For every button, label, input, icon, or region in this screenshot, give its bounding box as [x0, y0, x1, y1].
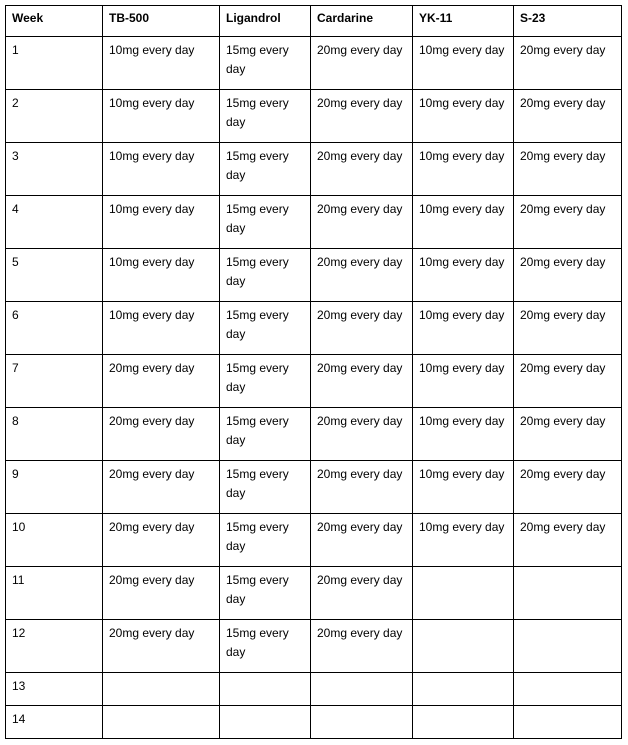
tb-500-cell: 10mg every day [103, 143, 220, 196]
ligandrol-cell: 15mg every day [220, 90, 311, 143]
yk-11-cell [413, 673, 514, 706]
yk-11-cell: 10mg every day [413, 408, 514, 461]
s-23-cell [514, 706, 622, 739]
tb-500-cell [103, 673, 220, 706]
ligandrol-cell [220, 673, 311, 706]
cardarine-cell: 20mg every day [311, 408, 413, 461]
ligandrol-cell: 15mg every day [220, 355, 311, 408]
cardarine-cell: 20mg every day [311, 196, 413, 249]
s-23-cell: 20mg every day [514, 355, 622, 408]
tb-500-cell: 20mg every day [103, 514, 220, 567]
table-row [6, 196, 622, 249]
tb-500-cell: 20mg every day [103, 355, 220, 408]
cardarine-cell: 20mg every day [311, 514, 413, 567]
yk-11-cell: 10mg every day [413, 514, 514, 567]
header-s-23: S-23 [514, 6, 622, 37]
week-cell: 5 [6, 249, 103, 302]
ligandrol-cell: 15mg every day [220, 302, 311, 355]
cardarine-cell: 20mg every day [311, 461, 413, 514]
week-cell: 1 [6, 37, 103, 90]
ligandrol-cell [220, 706, 311, 739]
week-cell: 3 [6, 143, 103, 196]
week-cell: 6 [6, 302, 103, 355]
s-23-cell: 20mg every day [514, 143, 622, 196]
ligandrol-cell: 15mg every day [220, 249, 311, 302]
yk-11-cell: 10mg every day [413, 196, 514, 249]
week-cell: 14 [6, 706, 103, 739]
s-23-cell [514, 673, 622, 706]
yk-11-cell: 10mg every day [413, 37, 514, 90]
cardarine-cell: 20mg every day [311, 355, 413, 408]
header-week: Week [6, 6, 103, 37]
yk-11-cell [413, 620, 514, 673]
table-row [6, 514, 622, 567]
table-row [6, 355, 622, 408]
cardarine-cell: 20mg every day [311, 620, 413, 673]
table-row [6, 143, 622, 196]
yk-11-cell: 10mg every day [413, 302, 514, 355]
yk-11-cell: 10mg every day [413, 355, 514, 408]
table-row [6, 461, 622, 514]
s-23-cell [514, 567, 622, 620]
ligandrol-cell: 15mg every day [220, 196, 311, 249]
ligandrol-cell: 15mg every day [220, 567, 311, 620]
tb-500-cell: 20mg every day [103, 567, 220, 620]
s-23-cell: 20mg every day [514, 196, 622, 249]
tb-500-cell: 10mg every day [103, 196, 220, 249]
week-cell: 9 [6, 461, 103, 514]
week-cell: 4 [6, 196, 103, 249]
cardarine-cell [311, 673, 413, 706]
yk-11-cell: 10mg every day [413, 90, 514, 143]
tb-500-cell: 20mg every day [103, 620, 220, 673]
table-row [6, 37, 622, 90]
s-23-cell: 20mg every day [514, 37, 622, 90]
cardarine-cell: 20mg every day [311, 90, 413, 143]
table-row [6, 620, 622, 673]
week-cell: 8 [6, 408, 103, 461]
s-23-cell: 20mg every day [514, 249, 622, 302]
header-tb-500: TB-500 [103, 6, 220, 37]
week-cell: 11 [6, 567, 103, 620]
tb-500-cell: 10mg every day [103, 37, 220, 90]
dosage-schedule-table [5, 5, 622, 739]
table-row [6, 567, 622, 620]
cardarine-cell: 20mg every day [311, 249, 413, 302]
table-row [6, 706, 622, 739]
table-row [6, 249, 622, 302]
yk-11-cell [413, 706, 514, 739]
ligandrol-cell: 15mg every day [220, 514, 311, 567]
s-23-cell: 20mg every day [514, 514, 622, 567]
table-row [6, 302, 622, 355]
table-row [6, 408, 622, 461]
yk-11-cell [413, 567, 514, 620]
yk-11-cell: 10mg every day [413, 143, 514, 196]
week-cell: 10 [6, 514, 103, 567]
yk-11-cell: 10mg every day [413, 249, 514, 302]
s-23-cell: 20mg every day [514, 408, 622, 461]
yk-11-cell: 10mg every day [413, 461, 514, 514]
tb-500-cell: 10mg every day [103, 90, 220, 143]
ligandrol-cell: 15mg every day [220, 37, 311, 90]
cardarine-cell: 20mg every day [311, 567, 413, 620]
week-cell: 7 [6, 355, 103, 408]
tb-500-cell: 20mg every day [103, 408, 220, 461]
ligandrol-cell: 15mg every day [220, 461, 311, 514]
tb-500-cell [103, 706, 220, 739]
tb-500-cell: 10mg every day [103, 302, 220, 355]
header-ligandrol: Ligandrol [220, 6, 311, 37]
s-23-cell: 20mg every day [514, 461, 622, 514]
week-cell: 12 [6, 620, 103, 673]
header-yk-11: YK-11 [413, 6, 514, 37]
s-23-cell [514, 620, 622, 673]
cardarine-cell: 20mg every day [311, 37, 413, 90]
s-23-cell: 20mg every day [514, 302, 622, 355]
ligandrol-cell: 15mg every day [220, 143, 311, 196]
tb-500-cell: 20mg every day [103, 461, 220, 514]
cardarine-cell: 20mg every day [311, 302, 413, 355]
cardarine-cell: 20mg every day [311, 143, 413, 196]
ligandrol-cell: 15mg every day [220, 408, 311, 461]
week-cell: 2 [6, 90, 103, 143]
table-body [6, 37, 622, 739]
cardarine-cell [311, 706, 413, 739]
week-cell: 13 [6, 673, 103, 706]
tb-500-cell: 10mg every day [103, 249, 220, 302]
table-row [6, 673, 622, 706]
table-header-row [6, 6, 622, 37]
ligandrol-cell: 15mg every day [220, 620, 311, 673]
table-row [6, 90, 622, 143]
header-cardarine: Cardarine [311, 6, 413, 37]
s-23-cell: 20mg every day [514, 90, 622, 143]
